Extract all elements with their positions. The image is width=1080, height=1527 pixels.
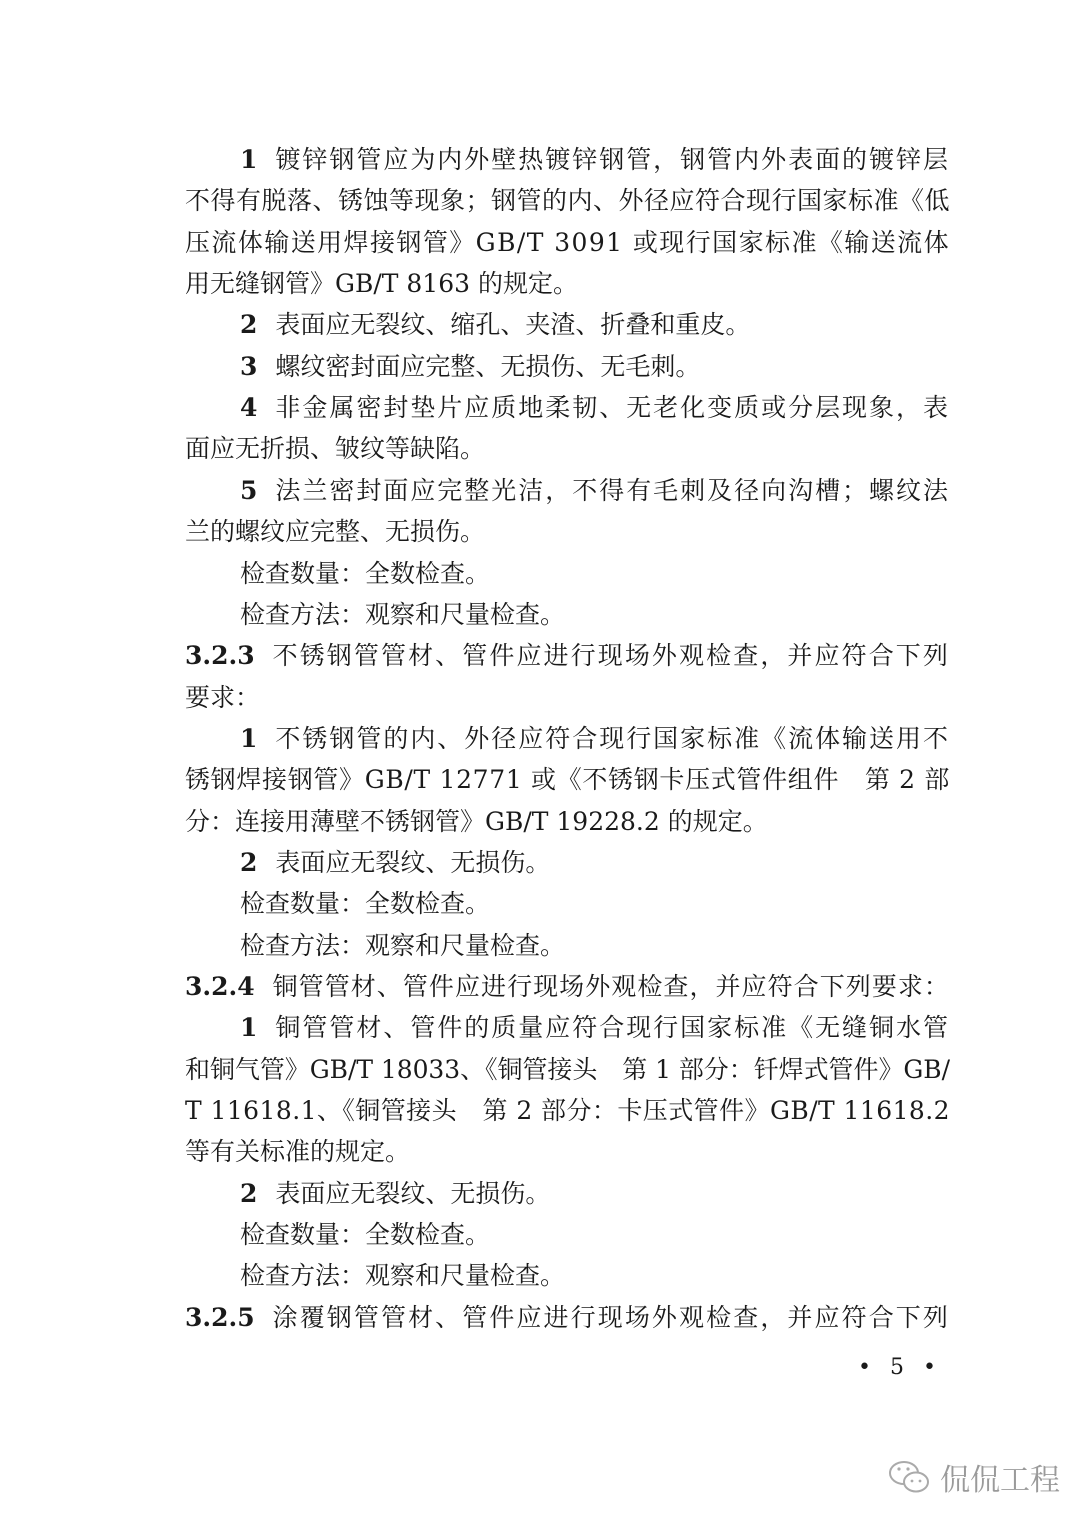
clause-number: 2 [240, 1178, 258, 1208]
line-text: 检查数量：全数检查。 [240, 1220, 491, 1250]
line-text: 等有关标准的规定。 [185, 1137, 411, 1167]
clause-number: 3.2.5 [185, 1302, 255, 1332]
line-text: 表面应无裂纹、无损伤。 [275, 1178, 551, 1208]
watermark-text: 侃侃工程 [940, 1463, 1060, 1498]
wechat-watermark [888, 1455, 1060, 1499]
line-text: 检查方法：观察和尺量检查。 [240, 1261, 566, 1291]
line-text: 兰的螺纹应完整、无损伤。 [185, 517, 486, 547]
clause-number: 2 [240, 847, 258, 877]
clause-number: 3.2.4 [185, 972, 255, 1001]
text-line [185, 967, 950, 1007]
clause-number: 5 [240, 475, 258, 505]
page-number: • 5 • [858, 1355, 942, 1380]
text-line [240, 305, 950, 345]
line-text: 检查数量：全数检查。 [240, 889, 491, 919]
clause-number: 1 [240, 1013, 258, 1043]
text-line [240, 140, 950, 180]
clause-number: 3.2.3 [185, 641, 255, 671]
line-text: 不锈钢管的内、外径应符合现行国家标准《流体输送用不 [275, 723, 950, 753]
text-line [240, 843, 950, 883]
text-line [185, 223, 950, 263]
clause-number: 3 [240, 351, 258, 381]
text-line [240, 554, 950, 594]
text-line [185, 1050, 950, 1090]
text-line [185, 264, 950, 304]
text-line [185, 636, 950, 676]
text-line [240, 471, 950, 511]
text-line [185, 760, 950, 800]
line-text: 和铜气管》GB/T 18033、《铜管接头 第 1 部分：钎焊式管件》GB/ [185, 1054, 950, 1084]
text-line [185, 802, 950, 842]
line-text: T 11618.1、《铜管接头 第 2 部分：卡压式管件》GB/T 11618.2 [185, 1096, 950, 1126]
line-text: 用无缝钢管》GB/T 8163 的规定。 [185, 269, 578, 299]
line-text: 不锈钢管管材、管件应进行现场外观检查，并应符合下列 [272, 641, 950, 671]
line-text: 法兰密封面应完整光洁，不得有毛刺及径向沟槽；螺纹法 [275, 475, 950, 505]
line-text: 分：连接用薄壁不锈钢管》GB/T 19228.2 的规定。 [185, 806, 768, 836]
line-text: 镀锌钢管应为内外壁热镀锌钢管，钢管内外表面的镀锌层 [275, 145, 950, 174]
text-line [240, 719, 950, 759]
text-line [185, 1091, 950, 1131]
line-text: 要求： [185, 682, 261, 712]
line-text: 表面应无裂纹、缩孔、夹渣、折叠和重皮。 [275, 310, 751, 340]
text-line [185, 181, 950, 221]
text-line [185, 429, 950, 469]
clause-number: 1 [240, 145, 258, 174]
clause-number: 2 [240, 310, 258, 340]
line-text: 不得有脱落、锈蚀等现象；钢管的内、外径应符合现行国家标准《低 [185, 186, 950, 216]
text-line [185, 512, 950, 552]
line-text: 检查数量：全数检查。 [240, 558, 491, 588]
clause-number: 4 [240, 393, 258, 423]
text-line [240, 926, 950, 966]
wechat-icon [888, 1458, 932, 1496]
text-line [240, 1256, 950, 1296]
text-line [240, 388, 950, 428]
line-text: 检查方法：观察和尺量检查。 [240, 599, 566, 629]
line-text: 涂覆钢管管材、管件应进行现场外观检查，并应符合下列 [272, 1302, 950, 1332]
text-line [240, 884, 950, 924]
line-text: 螺纹密封面应完整、无损伤、无毛刺。 [275, 351, 701, 381]
line-text: 检查方法：观察和尺量检查。 [240, 930, 566, 960]
text-line [185, 1132, 950, 1172]
text-line [185, 1298, 950, 1338]
text-line [240, 347, 950, 387]
text-line [240, 595, 950, 635]
text-line [240, 1215, 950, 1255]
text-line [240, 1008, 950, 1048]
line-text: 锈钢焊接钢管》GB/T 12771 或《不锈钢卡压式管件组件 第 2 部 [185, 765, 950, 795]
line-text: 非金属密封垫片应质地柔韧、无老化变质或分层现象，表 [275, 393, 950, 423]
text-line [185, 678, 950, 718]
line-text: 面应无折损、皱纹等缺陷。 [185, 434, 486, 464]
line-text: 铜管管材、管件应进行现场外观检查，并应符合下列要求： [272, 972, 950, 1001]
line-text: 铜管管材、管件的质量应符合现行国家标准《无缝铜水管 [275, 1013, 950, 1043]
text-line [240, 1174, 950, 1214]
clause-number: 1 [240, 723, 258, 753]
line-text: 压流体输送用焊接钢管》GB/T 3091 或现行国家标准《输送流体 [185, 227, 950, 257]
line-text: 表面应无裂纹、无损伤。 [275, 847, 551, 877]
